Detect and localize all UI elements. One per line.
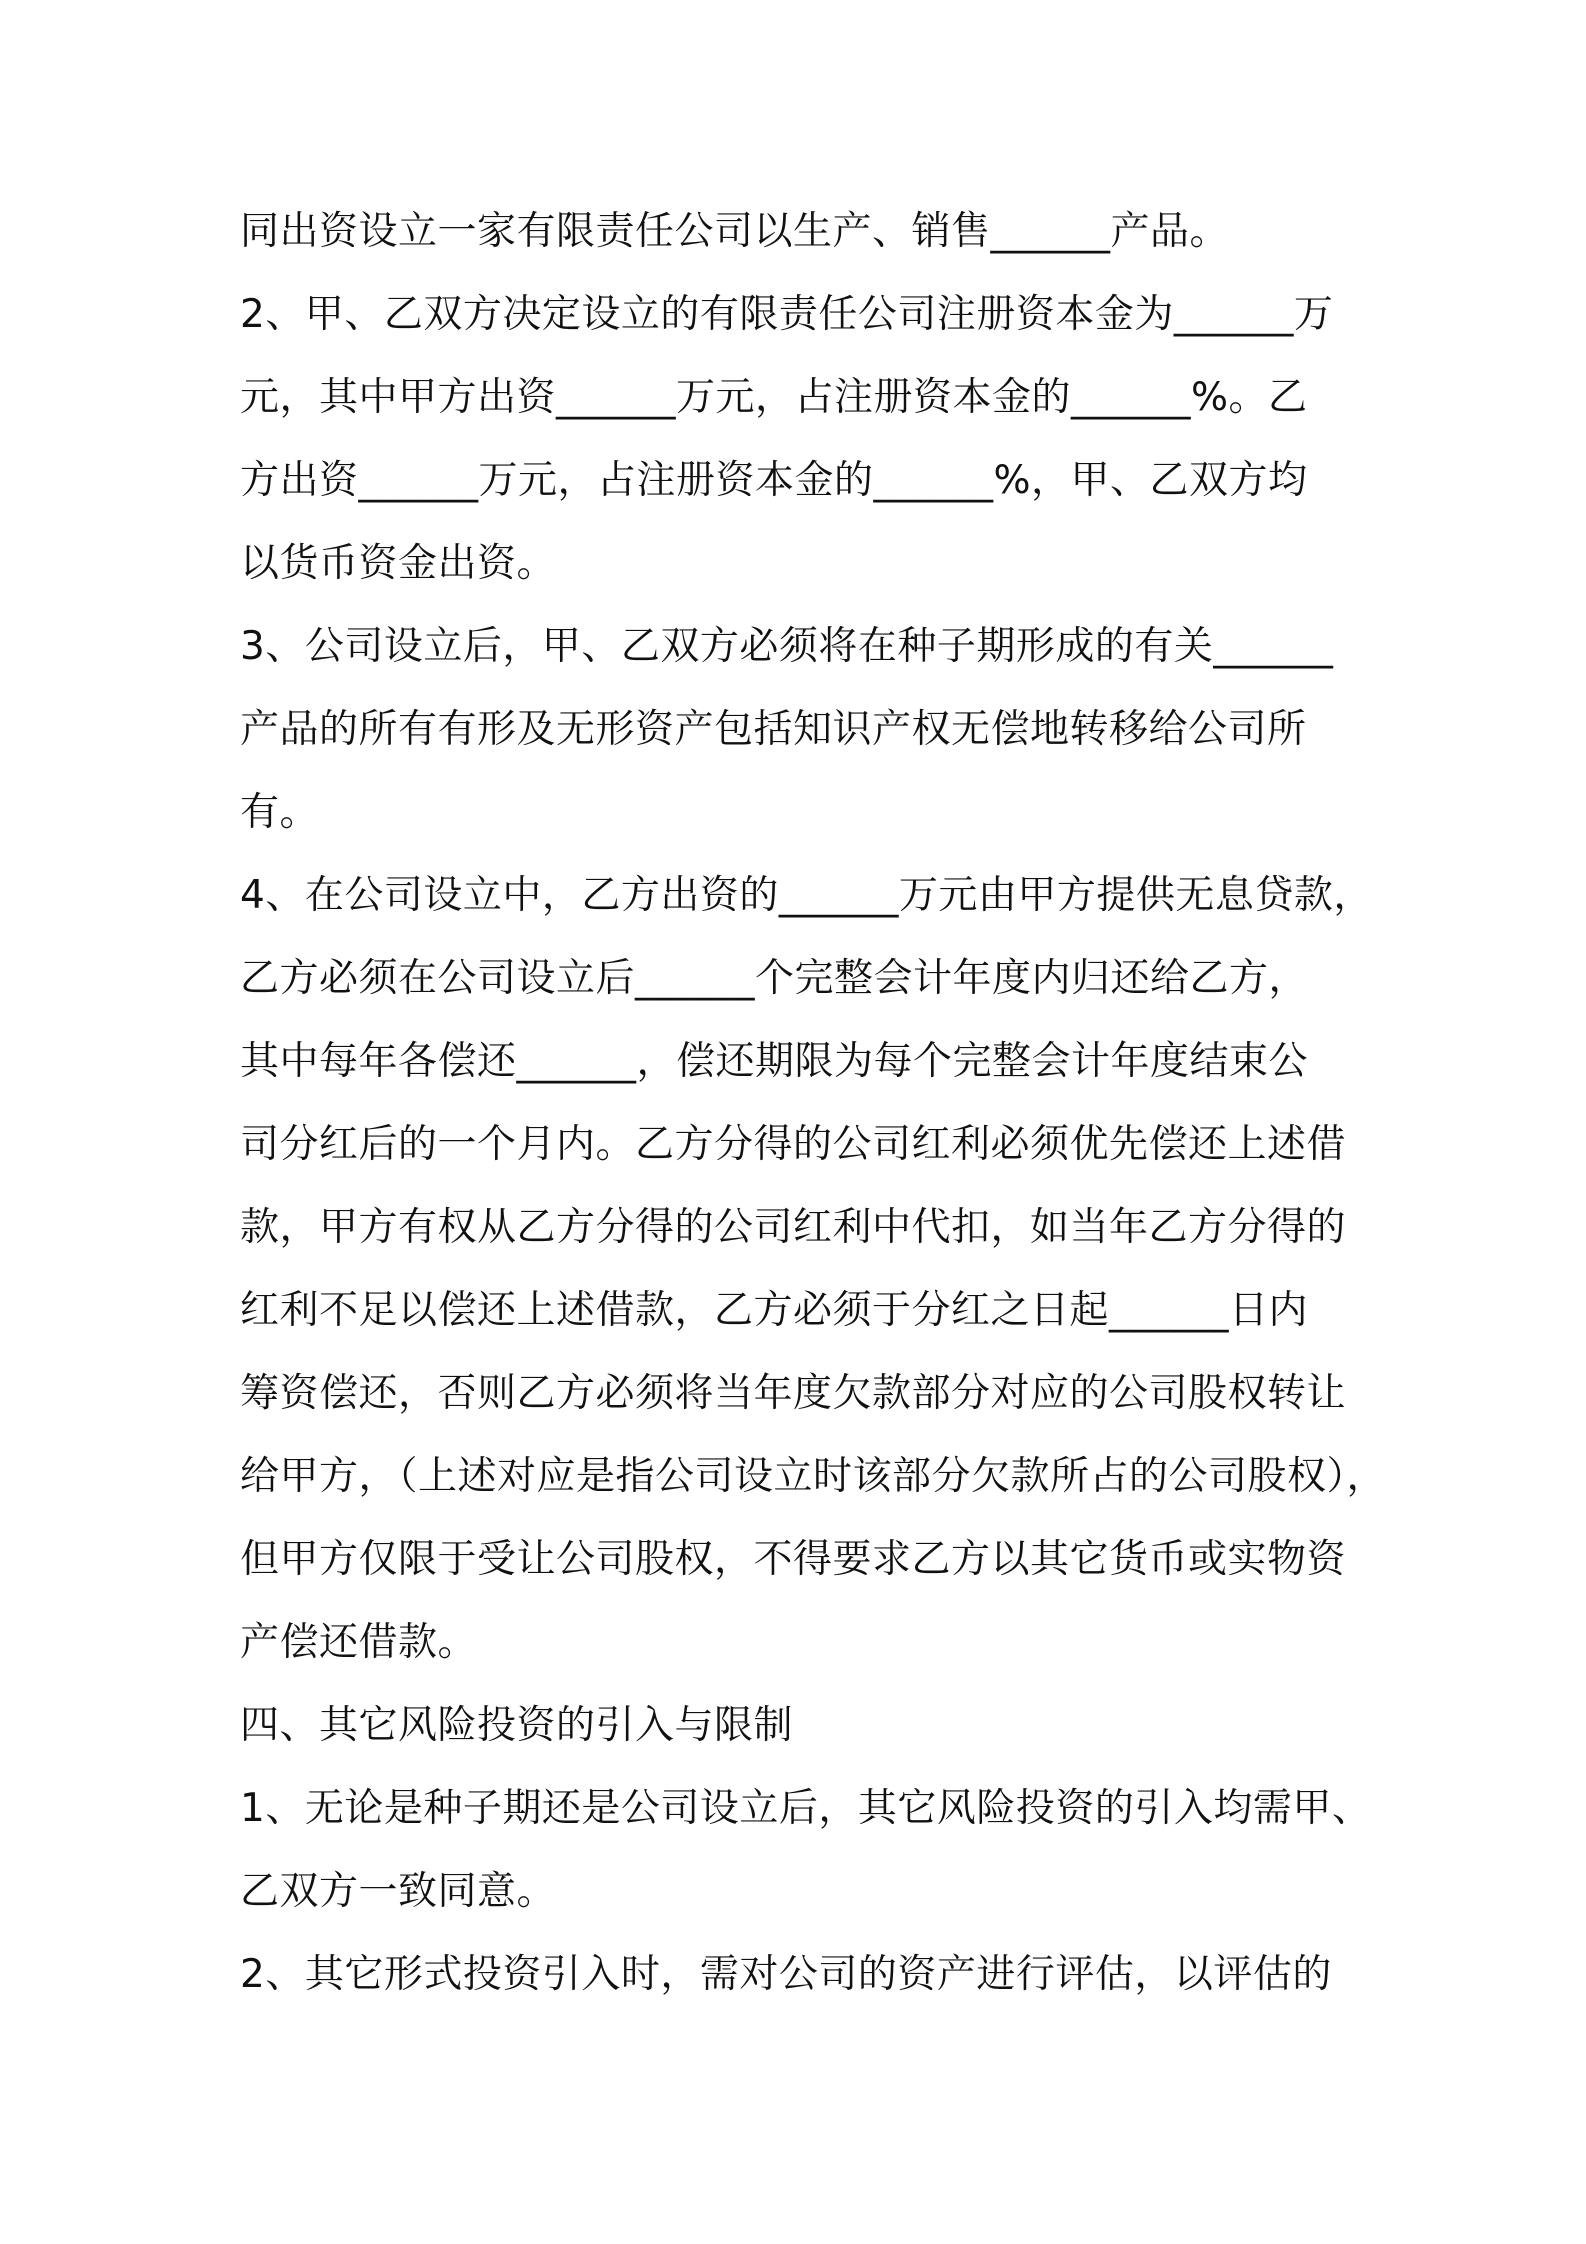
text-line: 乙双方一致同意。: [240, 1869, 557, 1914]
text-line: 3、公司设立后，甲、乙双方必须将在种子期形成的有关______: [240, 624, 1334, 669]
text-line: 司分红后的一个月内。乙方分得的公司红利必须优先偿还上述借: [240, 1122, 1347, 1167]
text-line: 其中每年各偿还______，偿还期限为每个完整会计年度结束公: [240, 1039, 1309, 1084]
text-line: 以货币资金出资。: [240, 541, 557, 586]
text-line: 筹资偿还，否则乙方必须将当年度欠款部分对应的公司股权转让: [240, 1371, 1347, 1416]
text-line: 红利不足以偿还上述借款，乙方必须于分红之日起______日内: [240, 1288, 1309, 1333]
text-line: 产品的所有有形及无形资产包括知识产权无偿地转移给公司所: [240, 707, 1307, 752]
section-heading: 四、其它风险投资的引入与限制: [240, 1703, 794, 1748]
text-line: 1、无论是种子期还是公司设立后，其它风险投资的引入均需甲、: [240, 1786, 1372, 1831]
text-line: 4、在公司设立中，乙方出资的______万元由甲方提供无息贷款，: [240, 873, 1373, 918]
contract-text: [240, 190, 1387, 2016]
text-line: 有。: [240, 790, 320, 835]
text-line: 给甲方，（上述对应是指公司设立时该部分欠款所占的公司股权），: [240, 1454, 1387, 1499]
text-line: 同出资设立一家有限责任公司以生产、销售______产品。: [240, 209, 1230, 254]
text-line: 2、甲、乙双方决定设立的有限责任公司注册资本金为______万: [240, 292, 1334, 337]
text-line: 2、其它形式投资引入时，需对公司的资产进行评估，以评估的: [240, 1952, 1332, 1997]
text-line: 方出资______万元，占注册资本金的______%，甲、乙双方均: [240, 458, 1308, 503]
text-line: 款，甲方有权从乙方分得的公司红利中代扣，如当年乙方分得的: [240, 1205, 1347, 1250]
text-line: 元，其中甲方出资______万元，占注册资本金的______%。乙: [240, 375, 1308, 420]
text-line: 产偿还借款。: [240, 1620, 478, 1665]
text-line: 乙方必须在公司设立后______个完整会计年度内归还给乙方，: [240, 956, 1309, 1001]
text-line: 但甲方仅限于受让公司股权，不得要求乙方以其它货币或实物资: [240, 1537, 1347, 1582]
